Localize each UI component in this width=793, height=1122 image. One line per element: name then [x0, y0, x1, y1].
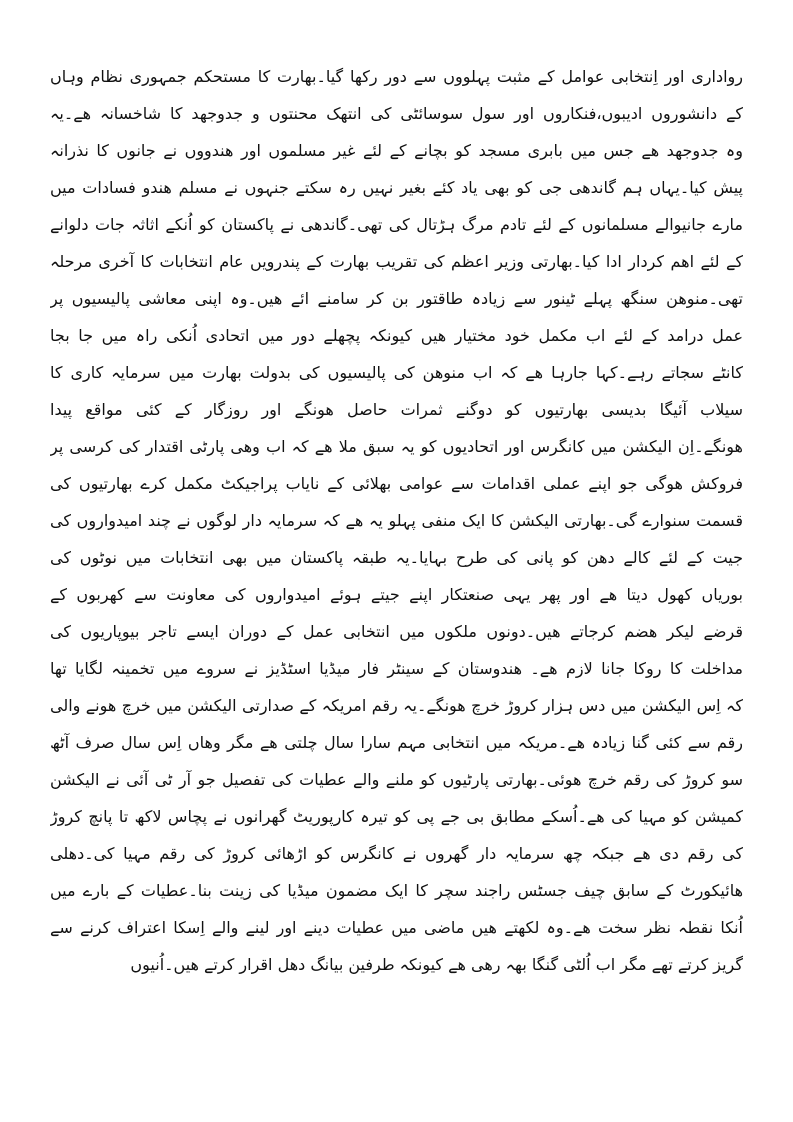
text-line-18: کہ اِس الیکشن میں دس ہزار کروڑ خرچ ھونگے۔یہ رقم امریکہ کے صدارتی الیکشن میں خرچ ھونے والی [50, 696, 743, 715]
text-line-20: سو کروڑ کی رقم خرچ ھوئی۔بھارتی پارٹیوں کو ملنے والے عطیات کی تفصیل جو آر ٹی آئی نے الیکشن [50, 770, 743, 789]
text-line-6: کے لئے اھم کردار ادا کیا۔بھارتی وزیر اعظم کی تقریب بھارت کے پندرویں عام انتخابات کا آخری مرحلہ [50, 252, 743, 271]
text-line-13: قسمت سنوارے گی۔بھارتی الیکشن کا ایک منفی پہلو یہ ھے کہ سرمایہ دار لوگوں نے چند امیدواروں کی [50, 511, 743, 530]
text-line-15: بوریاں کھول دیتا ھے اور پھر یہی صنعتکار اپنے جیتے ہوئے امیدواروں کی معاونت سے کھربوں کے [50, 585, 743, 604]
text-line-21: کمیشن کو مہیا کی ھے۔اُسکے مطابق بی جے پی کو تیرہ کارپوریٹ گھرانوں نے پچاس لاکھ تا پانچ کروڑ [50, 807, 743, 826]
text-line-11: ھونگے۔اِن الیکشن میں کانگرس اور اتحادیوں کو یہ سبق ملا ھے کہ اب وھی پارٹی اقتدار کی کرسی پر [50, 437, 743, 456]
text-line-8: عمل درامد کے لئے اب مکمل خود مختیار ھیں کیونکہ پچھلے دور میں اتحادی اُنکی راہ میں جا بجا [50, 326, 743, 345]
text-line-2: کے دانشوروں ادیبوں،فنکاروں اور سول سوسائٹی کی انتھک محنتوں و جدوجھد کا شاخسانہ ھے۔یہ [50, 104, 743, 123]
text-line-9: کانٹے سجاتے رہے۔کہا جارہا ھے کہ اب منوھن کی پالیسیوں کی بدولت بھارت میں سرمایہ کاری کا [50, 363, 743, 382]
article-body [50, 58, 743, 983]
text-line-10: سیلاب آئیگا بدیسی بھارتیوں کو دوگنے ثمرات حاصل ھونگے اور روزگار کے کئی مواقع پیدا [50, 400, 743, 419]
text-line-1: رواداری اور اِنتخابی عوامل کے مثبت پہلووں سے دور رکھا گیا۔بھارت کا مستحکم جمہوری نظام وہاں [50, 67, 743, 86]
text-line-5: مارے جانیوالے مسلمانوں کے لئے تادم مرگ ہڑتال کی تھی۔گاندھی نے پاکستان کو اُنکے اثاثہ جات دلوانے [50, 215, 743, 234]
text-line-3: وہ جدوجھد ھے جس میں بابری مسجد کو بچانے کے لئے غیر مسلموں اور ھندووں نے جانوں کا نذرانہ [50, 141, 743, 160]
text-line-25: گریز کرتے تھے مگر اب اُلٹی گنگا بھہ رھی ھے کیونکہ طرفین بیانگ دھل اقرار کرتے ھیں۔اُنیوں [130, 955, 743, 974]
text-line-7: تھی۔منوھن سنگھ پہلے ٹینور سے زیادہ طاقتور بن کر سامنے ائے ھیں۔وہ اپنی معاشی پالیسیوں پر [50, 289, 743, 308]
text-line-22: کی رقم دی ھے جبکہ چھ سرمایہ دار گھروں نے کانگرس کو اڑھائی کروڑ کی رقم مہیا کی۔دھلی [50, 844, 743, 863]
text-line-24: اُنکا نقطہ نظر سخت ھے۔وہ لکھتے ھیں ماضی میں عطیات دینے اور لینے والے اِسکا اعتراف کرنے سے [50, 918, 743, 937]
text-line-17: مداخلت کا روکا جانا لازم ھے۔ ھندوستان کے سینٹر فار میڈیا اسٹڈیز نے سروے میں تخمینہ لگایا تھا [50, 659, 743, 678]
text-line-4: پیش کیا۔یہاں ہم گاندھی جی کو بھی یاد کئے بغیر نہیں رہ سکتے جنہوں نے مسلم ھندو فسادات میں [50, 178, 743, 197]
text-line-19: رقم سے کئی گنا زیادہ ھے۔مریکہ میں انتخابی مہم سارا سال چلتی ھے مگر وھاں اِس سال صرف آٹھ [50, 733, 743, 752]
text-line-16: قرضے لیکر ھضم کرجاتے ھیں۔دونوں ملکوں میں انتخابی عمل کے دوران ایسے تاجر بیوپاریوں کی [50, 622, 743, 641]
text-line-14: جیت کے لئے کالے دھن کو پانی کی طرح بہایا۔یہ طبقہ پاکستان میں بھی انتخابات میں نوٹوں کی [50, 548, 743, 567]
text-line-23: ھائیکورٹ کے سابق چیف جسٹس راجند سچر کا ایک مضمون میڈیا کی زینت بنا۔عطیات کے بارے میں [50, 881, 743, 900]
text-line-12: فروکش ھوگی جو اپنے عملی اقدامات سے عوامی بھلائی کے نایاب پراجیکٹ مکمل کرے بھارتیوں کی [50, 474, 743, 493]
